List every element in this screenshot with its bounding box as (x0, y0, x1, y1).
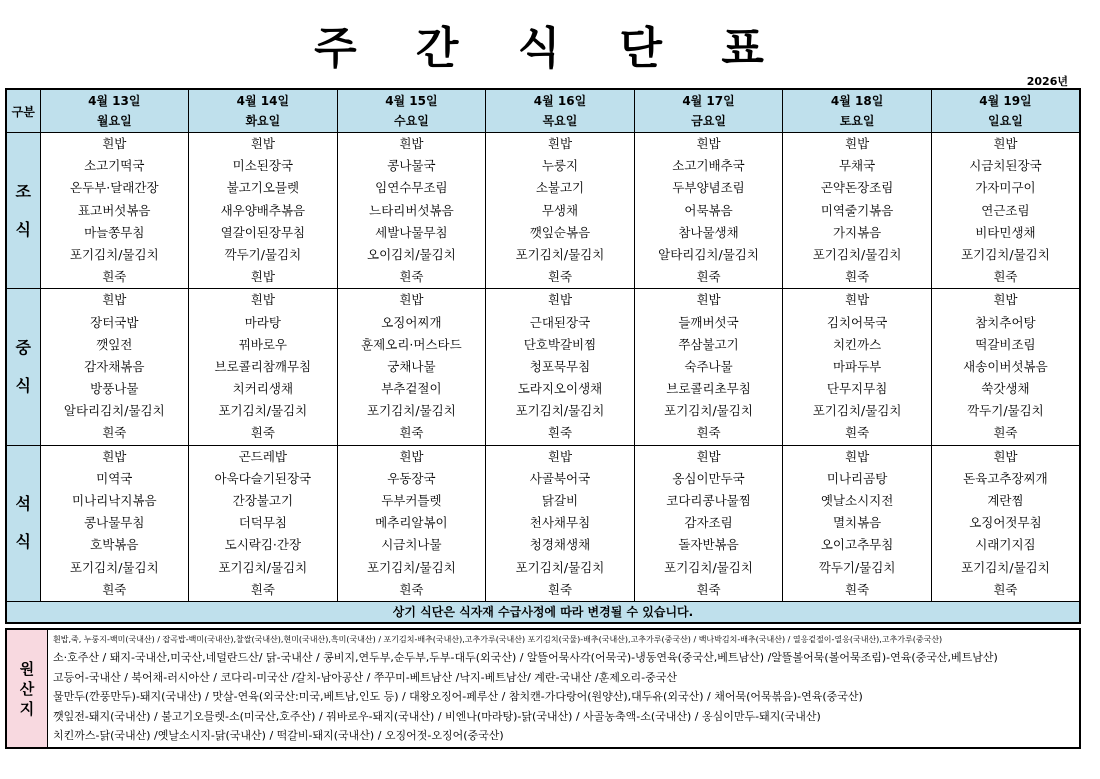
origin-line: 소·호주산 / 돼지-국내산,미국산,네덜란드산/ 닭-국내산 / 콩비지,연두부,순두부,두부-대두(외국산) / 알뜰어묵사각(어묵국)-냉동연육(중국산,베트남산) /알뜰볼어묵(볼어묵조림)-연육(중국산,베트남산) (53, 651, 998, 664)
day-date: 4월 19일 (979, 94, 1032, 108)
menu-item: 미소된장국 (232, 158, 294, 174)
menu-item: 우동장국 (387, 470, 436, 486)
menu-item: 흰죽 (696, 269, 721, 285)
origin-label-char: 지 (19, 699, 35, 718)
menu-item: 사골북어국 (529, 470, 591, 486)
day-header (337, 89, 486, 133)
menu-cell (634, 133, 783, 289)
menu-item: 흰밥 (993, 292, 1018, 308)
menu-item: 포기김치/물김치 (961, 559, 1050, 575)
menu-cell (189, 445, 338, 601)
origin-label-char: 산 (19, 679, 35, 698)
menu-item: 깻잎전 (96, 336, 133, 352)
origin-label-char: 원 (19, 659, 35, 678)
day-header (634, 89, 783, 133)
menu-item: 두부양념조림 (672, 180, 745, 196)
menu-item: 흰밥 (993, 448, 1018, 464)
menu-item: 호박볶음 (90, 537, 139, 553)
menu-item: 오이고추무침 (820, 537, 894, 553)
day-date: 4월 14일 (236, 94, 290, 108)
menu-cell (189, 289, 338, 445)
menu-cell (486, 445, 635, 601)
menu-item: 포기김치/물김치 (367, 403, 456, 419)
menu-item: 흰죽 (993, 581, 1018, 597)
menu-item: 흰죽 (696, 425, 721, 441)
menu-item: 열갈이된장무침 (220, 224, 306, 240)
menu-item: 장터국밥 (90, 314, 139, 330)
menu-item: 청포묵무침 (529, 358, 591, 374)
menu-item: 더덕무침 (238, 515, 287, 531)
menu-item: 비타민생채 (975, 224, 1036, 240)
menu-item: 흰죽 (845, 425, 870, 441)
menu-item: 흰밥 (250, 136, 275, 151)
menu-item: 불고기오믈렛 (226, 180, 300, 196)
origin-box (5, 628, 1081, 749)
menu-item: 흰죽 (250, 581, 275, 597)
menu-item: 흰밥 (845, 292, 870, 308)
day-date: 4월 18일 (830, 94, 884, 108)
menu-item: 마늘쫑무침 (84, 224, 145, 240)
menu-cell (783, 445, 932, 601)
day-header (783, 89, 932, 133)
menu-item: 두부커틀렛 (381, 493, 442, 508)
menu-item: 깻잎순볶음 (529, 224, 591, 240)
menu-item: 흰밥 (102, 292, 127, 308)
menu-cell (931, 133, 1080, 289)
origin-line: 치킨까스-닭(국내산) /옛날소시지-닭(국내산) / 떡갈비-돼지(국내산) / 오징어젓-오징어(중국산) (53, 729, 504, 742)
menu-cell (40, 133, 189, 289)
year-label: 2026년 (1026, 75, 1068, 88)
menu-item: 훈제오리·머스타드 (361, 336, 462, 352)
menu-item: 임연수무조림 (375, 180, 448, 196)
day-weekday: 수요일 (394, 114, 429, 128)
menu-item: 마라탕 (244, 314, 281, 330)
menu-item: 근대된장국 (529, 314, 591, 330)
menu-item: 콩나물국 (387, 158, 436, 174)
menu-item: 흰밥 (696, 292, 721, 308)
day-header (189, 89, 338, 133)
menu-item: 깍두기/물김치 (224, 246, 302, 262)
menu-item: 흰죽 (399, 425, 424, 441)
day-weekday: 토요일 (839, 114, 875, 128)
menu-item: 김치어묵국 (826, 314, 888, 330)
meal-label-char: 중 (15, 337, 31, 357)
menu-item: 간장불고기 (232, 493, 294, 508)
menu-item: 계란찜 (987, 493, 1024, 508)
menu-item: 포기김치/물김치 (69, 559, 159, 575)
menu-cell (40, 445, 189, 601)
menu-item: 표고버섯볶음 (78, 202, 151, 218)
menu-item: 알타리김치/물김치 (658, 246, 759, 262)
menu-item: 알타리김치/물김치 (63, 403, 165, 419)
menu-item: 미나리낙지볶음 (72, 493, 157, 508)
menu-item: 오징어젓무침 (969, 515, 1042, 531)
menu-item: 흰밥 (250, 269, 275, 285)
menu-item: 미나리곰탕 (826, 470, 888, 486)
menu-item: 흰죽 (547, 269, 573, 285)
menu-item: 흰죽 (696, 581, 721, 597)
menu-cell (783, 289, 932, 445)
menu-item: 흰죽 (102, 425, 127, 441)
menu-item: 흰밥 (547, 448, 573, 464)
day-date: 4월 17일 (682, 94, 735, 108)
menu-item: 돌자반볶음 (678, 537, 739, 553)
menu-item: 도시락김·간장 (224, 537, 302, 553)
menu-item: 흰죽 (547, 581, 573, 597)
menu-item: 참나물생채 (678, 224, 739, 240)
menu-item: 온두부·달래간장 (70, 180, 159, 196)
origin-line: 흰밥,죽, 누룽지-백미(국내산) / 잡곡밥-백미(국내산),찰쌀(국내산),현미(국내산),흑미(국내산) / 포기김치-배추(국내산),고추가루(국내산) 포기김치(국물)-배추(국내산),고추가루(중국산) / 백나박김치-배추(국내산) / 열응겉절이-열응(국내산),고추가루(중국산) (53, 635, 943, 644)
menu-item: 돈육고추장찌개 (963, 470, 1048, 486)
menu-item: 시래기지짐 (975, 537, 1036, 553)
menu-item: 멸치볶음 (832, 515, 882, 531)
menu-item: 포기김치/물김치 (515, 246, 605, 262)
menu-cell (40, 289, 189, 445)
menu-item: 무채국 (838, 158, 876, 174)
menu-cell (634, 289, 783, 445)
meal-label-char: 석 (15, 494, 31, 514)
origin-label (7, 630, 48, 747)
menu-item: 꿔바로우 (238, 336, 287, 352)
menu-item: 포기김치/물김치 (218, 559, 308, 575)
menu-item: 마파두부 (832, 358, 882, 374)
menu-item: 곤약돈장조림 (820, 180, 894, 196)
menu-item: 흰밥 (547, 136, 573, 151)
menu-item: 감자채볶음 (84, 358, 145, 374)
weekly-menu-table (5, 88, 1081, 624)
menu-item: 포기김치/물김치 (69, 246, 159, 262)
menu-cell (931, 289, 1080, 445)
menu-item: 소고기배추국 (672, 158, 745, 174)
menu-item: 세발나물무침 (375, 224, 448, 240)
menu-item: 흰밥 (845, 448, 870, 464)
meal-row (6, 289, 1080, 445)
menu-item: 오징어찌개 (381, 314, 442, 330)
origin-line: 물만두(깐풍만두)-돼지(국내산) / 맛살-연육(외국산:미국,베트남,인도 등) / 대왕오징어-페루산 / 참치캔-가다랑어(원양산),대두유(외국산) / 채어묵(어묵볶음)-연육(중국산) (53, 690, 863, 703)
menu-item: 참치추어탕 (975, 314, 1036, 330)
menu-cell (189, 133, 338, 289)
menu-item: 흰밥 (102, 448, 127, 464)
day-header (40, 89, 189, 133)
menu-item: 소고기떡국 (84, 158, 145, 174)
menu-item: 흰밥 (845, 136, 870, 151)
menu-item: 흰죽 (102, 269, 127, 285)
menu-item: 포기김치/물김치 (812, 246, 902, 262)
menu-item: 흰밥 (399, 292, 424, 308)
menu-item: 흰밥 (547, 292, 573, 308)
menu-item: 옛날소시지전 (820, 493, 894, 508)
menu-item: 치킨까스 (832, 336, 882, 352)
menu-item: 흰죽 (250, 425, 275, 441)
menu-item: 감자조림 (684, 515, 733, 531)
menu-item: 가지볶음 (832, 224, 882, 240)
menu-item: 궁채나물 (387, 358, 436, 374)
day-header (931, 89, 1080, 133)
origin-line: 깻잎전-돼지(국내산) / 불고기오믈렛-소(미국산,호주산) / 꿔바로우-돼지(국내산) / 비엔나(마라탕)-닭(국내산) / 사골농축액-소(국내산) / 옹심이만두-돼지(국내산) (53, 709, 821, 723)
notice: 상기 식단은 식자재 수급사정에 따라 변경될 수 있습니다. (6, 601, 1080, 623)
menu-item: 포기김치/물김치 (812, 403, 902, 419)
menu-item: 닭갈비 (541, 493, 579, 508)
menu-item: 곤드레밥 (238, 448, 287, 464)
menu-item: 시금치나물 (381, 537, 442, 553)
menu-item: 연근조림 (981, 202, 1030, 218)
menu-item: 천사채무침 (529, 515, 591, 531)
menu-item: 어묵볶음 (684, 202, 733, 218)
menu-item: 옹심이만두국 (672, 470, 745, 486)
menu-item: 새송이버섯볶음 (963, 358, 1048, 374)
origin-lines (53, 632, 1077, 746)
menu-item: 흰밥 (102, 136, 127, 151)
menu-item: 포기김치/물김치 (664, 403, 753, 419)
page-title: 주 간 식 단 표 (314, 23, 786, 74)
menu-item: 청경채생채 (529, 537, 591, 553)
menu-item: 시금치된장국 (969, 158, 1042, 174)
meal-row (6, 445, 1080, 601)
menu-item: 브로콜리참깨무침 (214, 358, 312, 374)
menu-item: 포기김치/물김치 (367, 559, 456, 575)
meal-label-char: 조 (15, 181, 31, 201)
menu-cell (337, 133, 486, 289)
menu-item: 부추겉절이 (381, 381, 442, 397)
menu-item: 미역국 (96, 470, 133, 486)
menu-item: 흰죽 (993, 425, 1018, 441)
day-weekday: 금요일 (691, 114, 726, 128)
menu-cell (634, 445, 783, 601)
menu-cell (931, 445, 1080, 601)
day-weekday: 일요일 (988, 114, 1023, 128)
menu-item: 미역줄기볶음 (820, 202, 894, 218)
menu-item: 포기김치/물김치 (515, 403, 605, 419)
menu-item: 아욱다슬기된장국 (214, 470, 312, 486)
meal-label (6, 289, 40, 445)
menu-item: 떡갈비조림 (975, 336, 1036, 352)
menu-item: 포기김치/물김치 (218, 403, 308, 419)
menu-item: 흰죽 (845, 581, 870, 597)
day-weekday: 화요일 (245, 114, 281, 128)
menu-item: 무생채 (541, 202, 579, 218)
menu-item: 깍두기/물김치 (818, 559, 896, 575)
menu-item: 누룽지 (541, 158, 579, 174)
menu-item: 흰밥 (399, 448, 424, 464)
menu-item: 콩나물무침 (84, 515, 145, 531)
menu-item: 흰죽 (845, 269, 870, 285)
menu-item: 포기김치/물김치 (961, 246, 1050, 262)
meal-label (6, 133, 40, 289)
menu-item: 치커리생채 (232, 381, 294, 397)
day-date: 4월 16일 (533, 94, 587, 108)
menu-item: 단무지무침 (826, 381, 888, 397)
menu-item: 느타리버섯볶음 (369, 202, 454, 218)
menu-item: 포기김치/물김치 (515, 559, 605, 575)
meal-label (6, 445, 40, 601)
menu-item: 흰죽 (993, 269, 1018, 285)
day-weekday: 월요일 (96, 114, 132, 128)
header-row (6, 89, 1080, 133)
menu-item: 흰밥 (250, 292, 275, 308)
day-date: 4월 13일 (88, 94, 141, 108)
menu-item: 흰밥 (399, 136, 424, 151)
menu-item: 들깨버섯국 (678, 314, 739, 330)
menu-item: 브로콜리초무침 (666, 381, 751, 397)
menu-item: 단호박갈비찜 (523, 336, 597, 352)
menu-item: 숙주나물 (684, 358, 733, 374)
menu-item: 흰밥 (696, 448, 721, 464)
menu-cell (486, 133, 635, 289)
meal-row (6, 133, 1080, 289)
day-weekday: 목요일 (542, 114, 578, 128)
menu-cell (337, 289, 486, 445)
meal-label-char: 식 (15, 375, 31, 395)
meal-label-char: 식 (15, 532, 31, 552)
menu-item: 메추리알볶이 (375, 515, 448, 531)
header-label: 구분 (6, 89, 40, 133)
menu-item: 새우양배추볶음 (220, 202, 306, 218)
menu-item: 방풍나물 (90, 381, 139, 397)
menu-item: 쭈삼불고기 (678, 336, 739, 352)
meal-label-char: 식 (15, 219, 31, 239)
menu-item: 코다리콩나물찜 (666, 493, 751, 508)
menu-item: 흰밥 (993, 136, 1018, 151)
menu-item: 가자미구이 (975, 180, 1036, 196)
menu-item: 흰죽 (102, 581, 127, 597)
menu-item: 흰밥 (696, 136, 721, 151)
day-header (486, 89, 635, 133)
menu-item: 흰죽 (547, 425, 573, 441)
menu-cell (486, 289, 635, 445)
menu-item: 쑥갓생채 (981, 381, 1030, 397)
menu-cell (337, 445, 486, 601)
menu-item: 오이김치/물김치 (367, 246, 456, 262)
menu-item: 도라지오이생채 (517, 381, 603, 397)
menu-item: 흰죽 (399, 269, 424, 285)
origin-line: 고등어-국내산 / 북어채-러시아산 / 코다리-미국산 /갈치-남아공산 / 쭈꾸미-베트남산 /낙지-베트남산/ 계란-국내산 /훈제오리-중국산 (53, 670, 677, 684)
menu-item: 소불고기 (535, 180, 585, 196)
menu-item: 포기김치/물김치 (664, 559, 753, 575)
menu-item: 깍두기/물김치 (967, 403, 1044, 419)
menu-item: 흰죽 (399, 581, 424, 597)
menu-cell (783, 133, 932, 289)
day-date: 4월 15일 (385, 94, 438, 108)
